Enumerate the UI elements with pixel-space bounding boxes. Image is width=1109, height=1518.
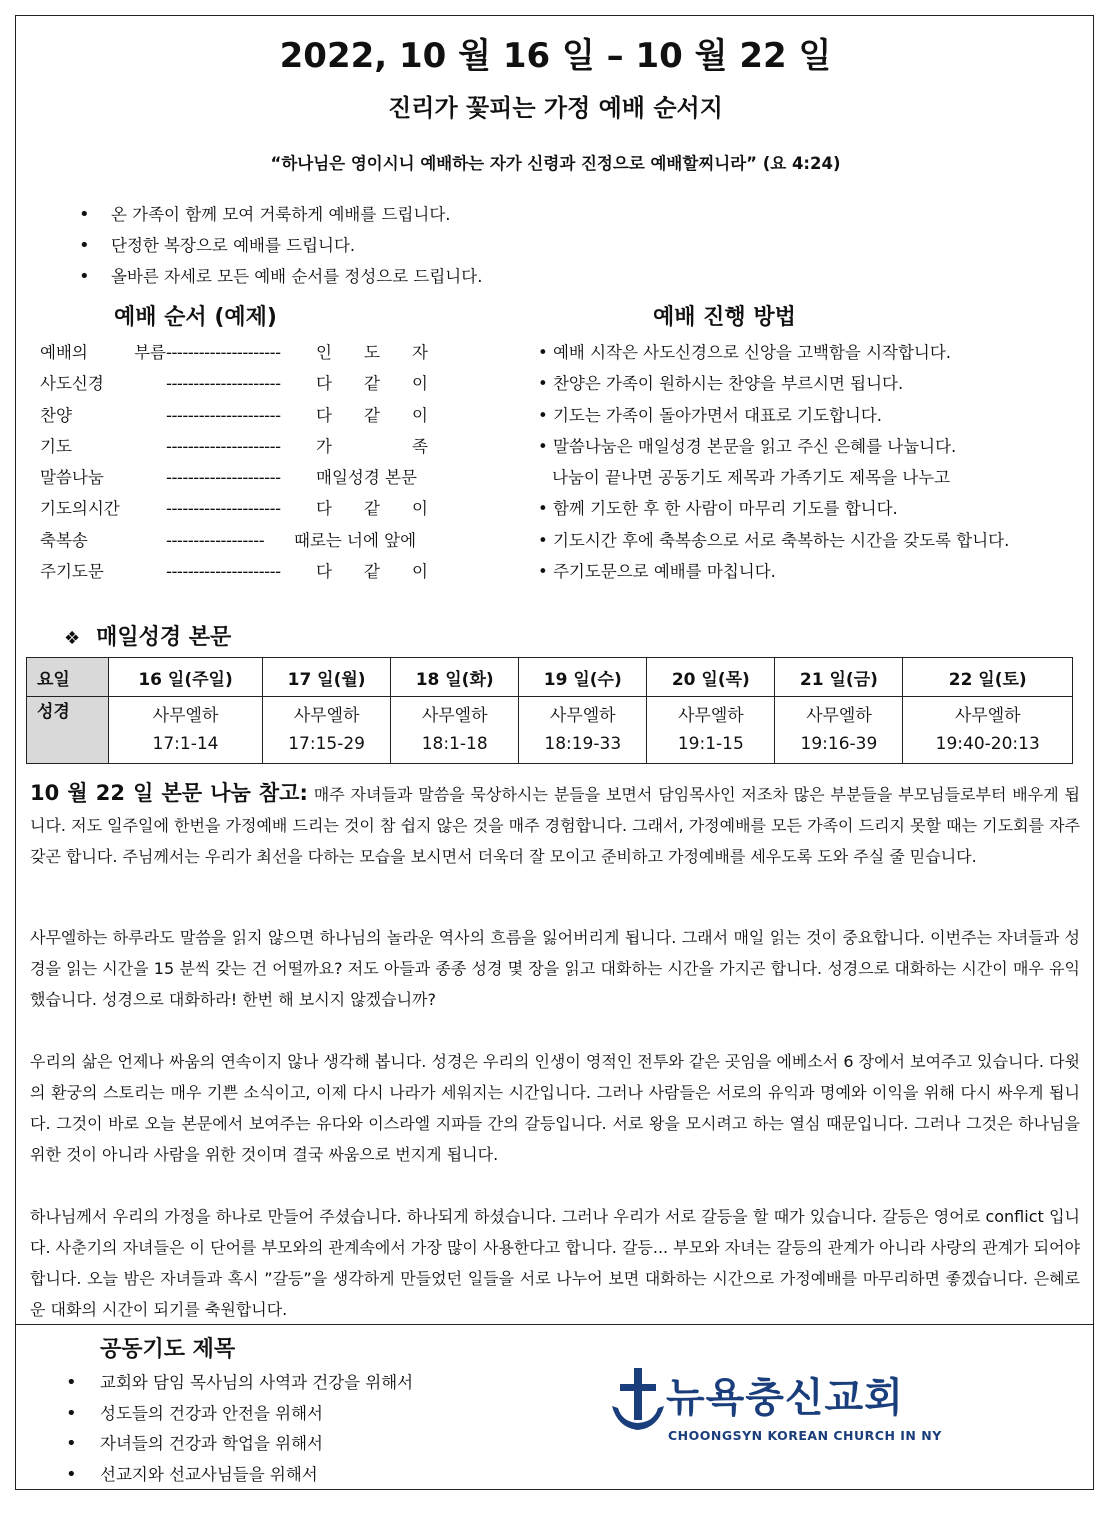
prayer-item: • 교회와 담임 목사님의 사역과 건강을 위해서 [58, 1368, 413, 1399]
order-name: 기도의시간 [40, 499, 120, 519]
prayer-heading: 공동기도 제목 [100, 1337, 236, 1362]
order-dash: --------------------- [166, 343, 281, 362]
reading-ref: 17:15-29 [288, 734, 365, 754]
reading-book: 사무엘하 [806, 706, 872, 726]
page-title: 2022, 10 월 16 일 – 10 월 22 일 [279, 36, 832, 76]
order-leader: 가 족 [316, 436, 428, 456]
order-name: 찬양 [40, 405, 72, 425]
cross-anchor-icon [608, 1366, 668, 1436]
reading-ref: 19:40-20:13 [935, 734, 1040, 754]
table-header-row [27, 658, 1073, 697]
order-row [40, 556, 434, 587]
prayer-item: • 자녀들의 건강과 학업을 위해서 [58, 1429, 413, 1460]
method-step: • 예배 시작은 사도신경으로 신앙을 고백함을 시작합니다. [538, 343, 952, 362]
order-row [40, 337, 434, 368]
church-logo [608, 1366, 942, 1456]
day-cell: 17 일(월) [263, 658, 391, 697]
method-step: • 기도는 가족이 돌아가면서 대표로 기도합니다. [538, 405, 883, 425]
order-row [40, 493, 434, 524]
order-name: 기도 [40, 436, 72, 456]
bible-reading-table [26, 657, 1073, 764]
reading-book: 사무엘하 [293, 706, 360, 726]
reading-cell [391, 697, 519, 764]
method-step: 나눔이 끝나면 공동기도 제목과 가족기도 제목을 나누고 [552, 468, 951, 488]
reading-ref: 18:1-18 [421, 734, 488, 754]
order-leader: 다 같 이 [316, 499, 428, 519]
reading-book: 사무엘하 [677, 706, 744, 726]
day-cell: 22 일(토) [903, 658, 1073, 697]
order-leader: 다 같 이 [316, 374, 428, 394]
section-divider [16, 1324, 1093, 1325]
method-step: • 말씀나눔은 매일성경 본문을 읽고 주신 은혜를 나눕니다. [538, 436, 957, 456]
text-label: 성경 [27, 697, 109, 764]
reading-book: 사무엘하 [152, 706, 219, 726]
order-dash: ------------------ [166, 530, 265, 550]
reading-cell [903, 697, 1073, 764]
day-cell: 18 일(화) [391, 658, 519, 697]
day-label: 요일 [27, 658, 109, 697]
order-dash: --------------------- [166, 499, 281, 519]
method-step: • 찬양은 가족이 원하시는 찬양을 부르시면 됩니다. [538, 374, 904, 394]
worship-order [40, 337, 434, 587]
method-step: • 함께 기도한 후 한 사람이 마무리 기도를 합니다. [538, 499, 898, 519]
page-subtitle: 진리가 꽃피는 가정 예배 순서지 [388, 94, 723, 122]
order-row [40, 400, 434, 431]
order-heading: 예배 순서 (예제) [114, 305, 277, 330]
reading-ref: 19:1-15 [677, 734, 744, 754]
church-name-english: CHOONGSYN KOREAN CHURCH IN NY [668, 1428, 942, 1443]
order-dash: --------------------- [166, 436, 281, 456]
reading-cell [775, 697, 903, 764]
reading-ref: 17:1-14 [152, 734, 219, 754]
order-leader: 다 같 이 [316, 562, 428, 582]
day-cell: 16 일(주일) [109, 658, 263, 697]
reading-book: 사무엘하 [549, 706, 616, 726]
guideline-item: • 올바른 자세로 모든 예배 순서를 정성으로 드립니다. [71, 261, 482, 292]
order-name: 주기도문 [40, 562, 104, 582]
day-cell: 20 일(목) [647, 658, 775, 697]
order-leader: 매일성경 본문 [316, 468, 417, 488]
scripture-verse: “하나님은 영이시니 예배하는 자가 신령과 진정으로 예배할찌니라” (요 4:24) [270, 154, 841, 173]
order-row [40, 431, 434, 462]
order-row [40, 525, 434, 556]
day-cell: 19 일(수) [519, 658, 647, 697]
sharing-lead: 10 월 22 일 본문 나눔 참고: [30, 781, 308, 805]
sharing-paragraph-4: 하나님께서 우리의 가정을 하나로 만들어 주셨습니다. 하나되게 하셨습니다. 그러나 우리가 서로 갈등을 할 때가 있습니다. 갈등은 영어로 conflict 입니다. 사춘기의 자녀들은 이 단어를 부모와의 관계속에서 가장 많이 사용한다고 합니다. 갈등... 부모와 자녀는 갈등의 관계가 아니라 사랑의 관계가 되어야 합니다. 오늘 밤은 자녀들과 혹시 ”갈등”을 생각하게 만들었던 일들을 서로 나누어 보면 대화하는 시간으로 가정예배를 마무리하면 좋겠습니다. 은혜로운 대화의 시간이 되기를 축원합니다. [30, 1207, 1080, 1319]
church-name-korean: 뉴욕충신교회 [666, 1375, 904, 1421]
method-heading: 예배 진행 방법 [653, 305, 796, 330]
order-dash: --------------------- [166, 374, 281, 394]
reading-ref: 18:19-33 [544, 734, 622, 754]
order-name: 사도신경 [40, 374, 104, 394]
diamond-bullet-icon: ❖ [64, 628, 81, 649]
order-leader: 인 도 자 [316, 343, 428, 362]
sharing-text: 매주 자녀들과 말씀을 묵상하시는 분들을 보면서 담임목사인 저조차 많은 부분들을 부모님들로부터 배우게 됩니다. 저도 일주일에 한번을 가정예배 드리는 것이 참 쉽지 않은 것을 매주 경험합니다. 그래서, 가정예배를 모든 가족이 드리지 못할 때는 기도회를 자주 갖곤 합니다. 주님께서는 우리가 최선을 다하는 모습을 보시면서 더욱더 잘 모이고 준비하고 가정예배를 세우도록 도와 주실 줄 믿습니다. [30, 785, 1081, 866]
reading-cell [109, 697, 263, 764]
sharing-paragraph-2: 사무엘하는 하루라도 말씀을 읽지 않으면 하나님의 놀라운 역사의 흐름을 잃어버리게 됩니다. 그래서 매일 읽는 것이 중요합니다. 이번주는 자녀들과 성경을 읽는 시간을 15 분씩 갖는 건 어떨까요? 저도 아들과 종종 성경 몇 장을 읽고 대화하는 시간을 가지곤 합니다. 성경으로 대화하는 시간이 매우 유익했습니다. 성경으로 대화하라! 한번 해 보시지 않겠습니까? [30, 928, 1080, 1009]
bulletin-frame [15, 15, 1094, 1490]
reading-cell [519, 697, 647, 764]
order-name: 말씀나눔 [40, 468, 104, 488]
order-name: 축복송 [40, 530, 88, 550]
guideline-item: • 온 가족이 함께 모여 거룩하게 예배를 드립니다. [71, 199, 482, 230]
order-dash: --------------------- [166, 562, 281, 582]
reading-ref: 19:16-39 [800, 734, 878, 754]
order-name: 예배의 부름 [40, 343, 166, 362]
method-step: • 기도시간 후에 축복송으로 서로 축복하는 시간을 갖도록 합니다. [538, 530, 1010, 550]
bible-section-heading [64, 620, 231, 651]
order-dash: --------------------- [166, 405, 281, 425]
day-cell: 21 일(금) [775, 658, 903, 697]
order-row [40, 368, 434, 399]
order-row [40, 462, 434, 493]
bible-section-title: 매일성경 본문 [96, 625, 232, 650]
reading-book: 사무엘하 [954, 706, 1021, 726]
table-row [27, 697, 1073, 764]
reading-book: 사무엘하 [421, 706, 488, 726]
order-leader: 다 같 이 [316, 405, 428, 425]
worship-method [538, 337, 1009, 587]
guideline-list [71, 199, 482, 292]
order-dash: --------------------- [166, 468, 281, 488]
sharing-paragraph-1 [30, 778, 1080, 872]
sharing-paragraph-3: 우리의 삶은 언제나 싸움의 연속이지 않나 생각해 봅니다. 성경은 우리의 인생이 영적인 전투와 같은 곳임을 에베소서 6 장에서 보여주고 있습니다. 다윗의 환궁의 스토리는 매우 기쁜 소식이고, 이제 다시 나라가 세워지는 시간입니다. 그러나 사람들은 서로의 유익과 명예와 이익을 위해 다시 싸우게 됩니다. 그것이 바로 오늘 본문에서 보여주는 유다와 이스라엘 지파들 간의 갈등입니다. 서로 왕을 모시려고 하는 열심 때문입니다. 그러나 그것은 하나님을 위한 것이 아니라 사람을 위한 것이며 결국 싸움으로 번지게 됩니다. [30, 1052, 1080, 1164]
prayer-item: • 선교지와 선교사님들을 위해서 [58, 1460, 413, 1491]
guideline-item: • 단정한 복장으로 예배를 드립니다. [71, 230, 482, 261]
reading-cell [647, 697, 775, 764]
prayer-item: • 성도들의 건강과 안전을 위해서 [58, 1399, 413, 1430]
method-step: • 주기도문으로 예배를 마칩니다. [538, 562, 776, 582]
reading-cell [263, 697, 391, 764]
prayer-list [58, 1368, 413, 1490]
order-leader: 때로는 너에 앞에 [294, 530, 417, 550]
